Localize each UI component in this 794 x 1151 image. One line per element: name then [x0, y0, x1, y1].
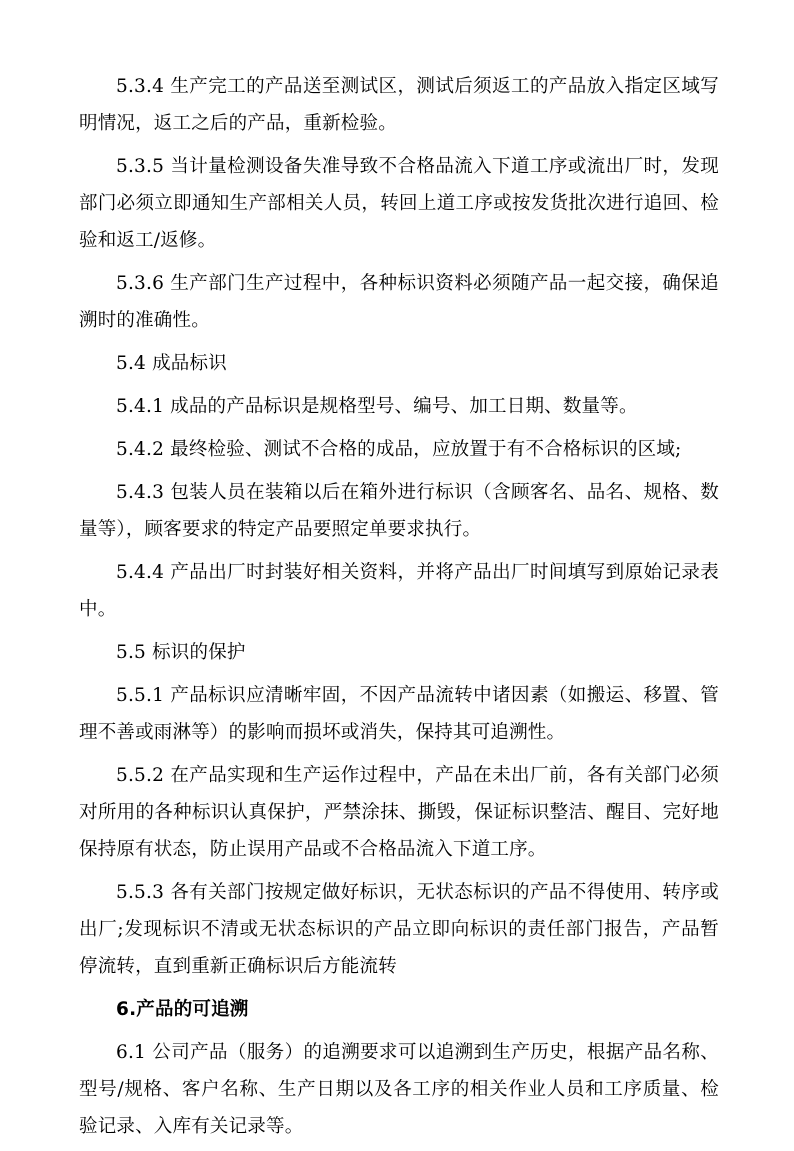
- paragraph-5-5-1: 5.5.1 产品标识应清晰牢固，不因产品流转中诸因素（如搬运、移置、管理不善或雨淋等）的影响而损坏或消失，保持其可追溯性。: [79, 685, 719, 743]
- paragraph-6-1: 6.1 公司产品（服务）的追溯要求可以追溯到生产历史，根据产品名称、型号/规格、客户名称、生产日期以及各工序的相关作业人员和工序质量、检验记录、入库有关记录等。: [79, 1042, 719, 1137]
- paragraph-5-3-6: 5.3.6 生产部门生产过程中，各种标识资料必须随产品一起交接，确保追溯时的准确性。: [79, 273, 719, 331]
- paragraph-5-5-3: 5.5.3 各有关部门按规定做好标识，无状态标识的产品不得使用、转序或出厂;发现标识不清或无状态标识的产品立即向标识的责任部门报告，产品暂停流转，直到重新正确标识后方能流转: [79, 882, 719, 977]
- paragraph-5-4-3: 5.4.3 包装人员在装箱以后在箱外进行标识（含顾客名、品名、规格、数量等），顾客要求的特定产品要照定单要求执行。: [79, 482, 719, 540]
- paragraph-5-4-1: 5.4.1 成品的产品标识是规格型号、编号、加工日期、数量等。: [116, 396, 638, 417]
- paragraph-5-4-4: 5.4.4 产品出厂时封装好相关资料，并将产品出厂时间填写到原始记录表中。: [79, 562, 719, 620]
- paragraph-5-5-2: 5.5.2 在产品实现和生产运作过程中，产品在未出厂前，各有关部门必须对所用的各种标识认真保护，严禁涂抹、撕毁，保证标识整洁、醒目、完好地保持原有状态，防止误用产品或不合格品流入下道工序。: [79, 765, 719, 860]
- paragraph-5-4-2: 5.4.2 最终检验、测试不合格的成品，应放置于有不合格标识的区域;: [116, 439, 682, 460]
- document-page: [79, 68, 719, 1151]
- section-heading-6: 6.产品的可追溯: [116, 999, 249, 1020]
- section-heading-5-4: 5.4 成品标识: [116, 353, 227, 374]
- paragraph-5-3-5: 5.3.5 当计量检测设备失准导致不合格品流入下道工序或流出厂时，发现部门必须立即通知生产部相关人员，转回上道工序或按发货批次进行追回、检验和返工/返修。: [79, 156, 719, 251]
- section-heading-5-5: 5.5 标识的保护: [116, 642, 246, 663]
- paragraph-5-3-4: 5.3.4 生产完工的产品送至测试区，测试后须返工的产品放入指定区域写明情况，返工之后的产品，重新检验。: [79, 76, 719, 134]
